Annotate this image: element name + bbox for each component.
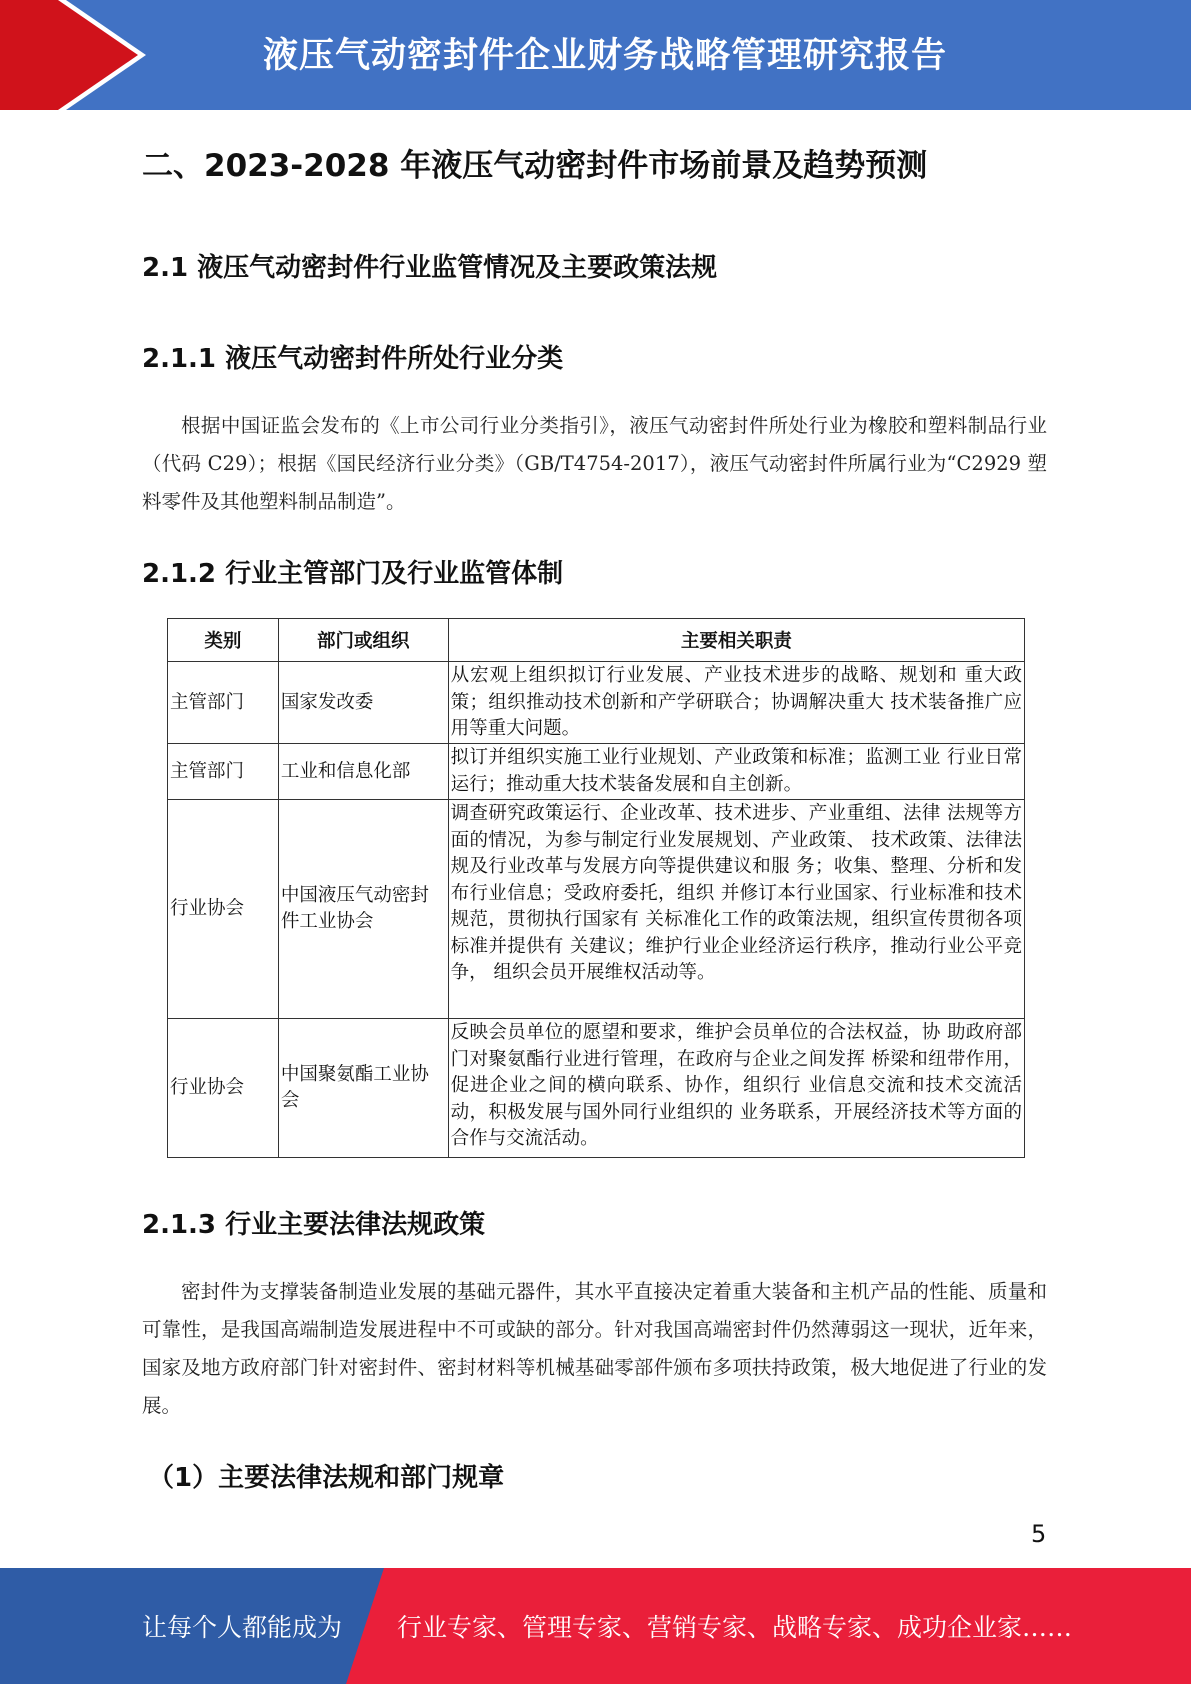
organization-cell: 中国液压气动密封件工业协会: [278, 800, 448, 1019]
table-row: [168, 800, 1025, 1019]
table-row: [168, 662, 1025, 744]
table-row: [168, 744, 1025, 800]
category-cell: 主管部门: [168, 662, 279, 744]
footer-slogan-left: 让每个人都能成为: [142, 1613, 343, 1642]
subsection-2-1-3-title: 2.1.3 行业主要法律法规政策: [142, 1210, 486, 1240]
category-cell: 行业协会: [168, 800, 279, 1019]
header-banner: [0, 0, 1191, 110]
duty-cell: 拟订并组织实施工业行业规划、产业政策和标准；监测工业 行业日常运行；推动重大技术装备发展和自主创新。: [448, 744, 1024, 800]
duty-cell: 调查研究政策运行、企业改革、技术进步、产业重组、法律 法规等方面的情况，为参与制定行业发展规划、产业政策、 技术政策、法律法规及行业改革与发展方向等提供建议和服 务；收集、整理、分析和发布行业信息；受政府委托，组织 并修订本行业国家、行业标准和技术规范，贯彻执行国家有 关标准化工作的政策法规，组织宣传贯彻各项标准并提供有 关建议；维护行业企业经济运行秩序，推动行业公平竞争， 组织会员开展维权活动等。: [448, 800, 1024, 1019]
table-header-row: [168, 619, 1025, 662]
laws-regulations-heading: （1）主要法律法规和部门规章: [148, 1463, 505, 1493]
regulatory-table: [167, 618, 1025, 1158]
header-duties: 主要相关职责: [448, 619, 1024, 662]
section-title: 二、2023-2028 年液压气动密封件市场前景及趋势预测: [142, 148, 928, 184]
red-arrow-flag-icon: [0, 0, 160, 110]
footer-slogan-right: 行业专家、管理专家、营销专家、战略专家、成功企业家……: [397, 1613, 1073, 1642]
duty-cell: 反映会员单位的愿望和要求，维护会员单位的合法权益，协 助政府部门对聚氨酯行业进行管理，在政府与企业之间发挥 桥梁和纽带作用，促进企业之间的横向联系、协作，组织行 业信息交流和技术交流活动，积极发展与国外同行业组织的 业务联系，开展经济技术等方面的合作与交流活动。: [448, 1019, 1024, 1158]
footer-banner: [0, 1568, 1191, 1684]
report-title: 液压气动密封件企业财务战略管理研究报告: [263, 36, 948, 76]
category-cell: 主管部门: [168, 744, 279, 800]
header-category: 类别: [168, 619, 279, 662]
duty-cell: 从宏观上组织拟订行业发展、产业技术进步的战略、规划和 重大政策；组织推动技术创新和产学研联合；协调解决重大 技术装备推广应用等重大问题。: [448, 662, 1024, 744]
paragraph-industry-classification: 根据中国证监会发布的《上市公司行业分类指引》，液压气动密封件所处行业为橡胶和塑料制品行业（代码 C29）；根据《国民经济行业分类》（GB/T4754-2017），液压气动密封件所属行业为“C2929 塑料零件及其他塑料制品制造”。: [142, 414, 1047, 513]
organization-cell: 工业和信息化部: [278, 744, 448, 800]
table-row: [168, 1019, 1025, 1158]
subsection-2-1-1-title: 2.1.1 液压气动密封件所处行业分类: [142, 344, 564, 374]
organization-cell: 中国聚氨酯工业协会: [278, 1019, 448, 1158]
category-cell: 行业协会: [168, 1019, 279, 1158]
organization-cell: 国家发改委: [278, 662, 448, 744]
paragraph-policy-background: 密封件为支撑装备制造业发展的基础元器件，其水平直接决定着重大装备和主机产品的性能、质量和可靠性，是我国高端制造发展进程中不可或缺的部分。针对我国高端密封件仍然薄弱这一现状，近年来，国家及地方政府部门针对密封件、密封材料等机械基础零部件颁布多项扶持政策，极大地促进了行业的发展。: [142, 1280, 1047, 1417]
subsection-2-1-title: 2.1 液压气动密封件行业监管情况及主要政策法规: [142, 253, 718, 283]
subsection-2-1-2-title: 2.1.2 行业主管部门及行业监管体制: [142, 559, 564, 589]
page-number: 5: [1031, 1520, 1047, 1548]
header-organization: 部门或组织: [278, 619, 448, 662]
